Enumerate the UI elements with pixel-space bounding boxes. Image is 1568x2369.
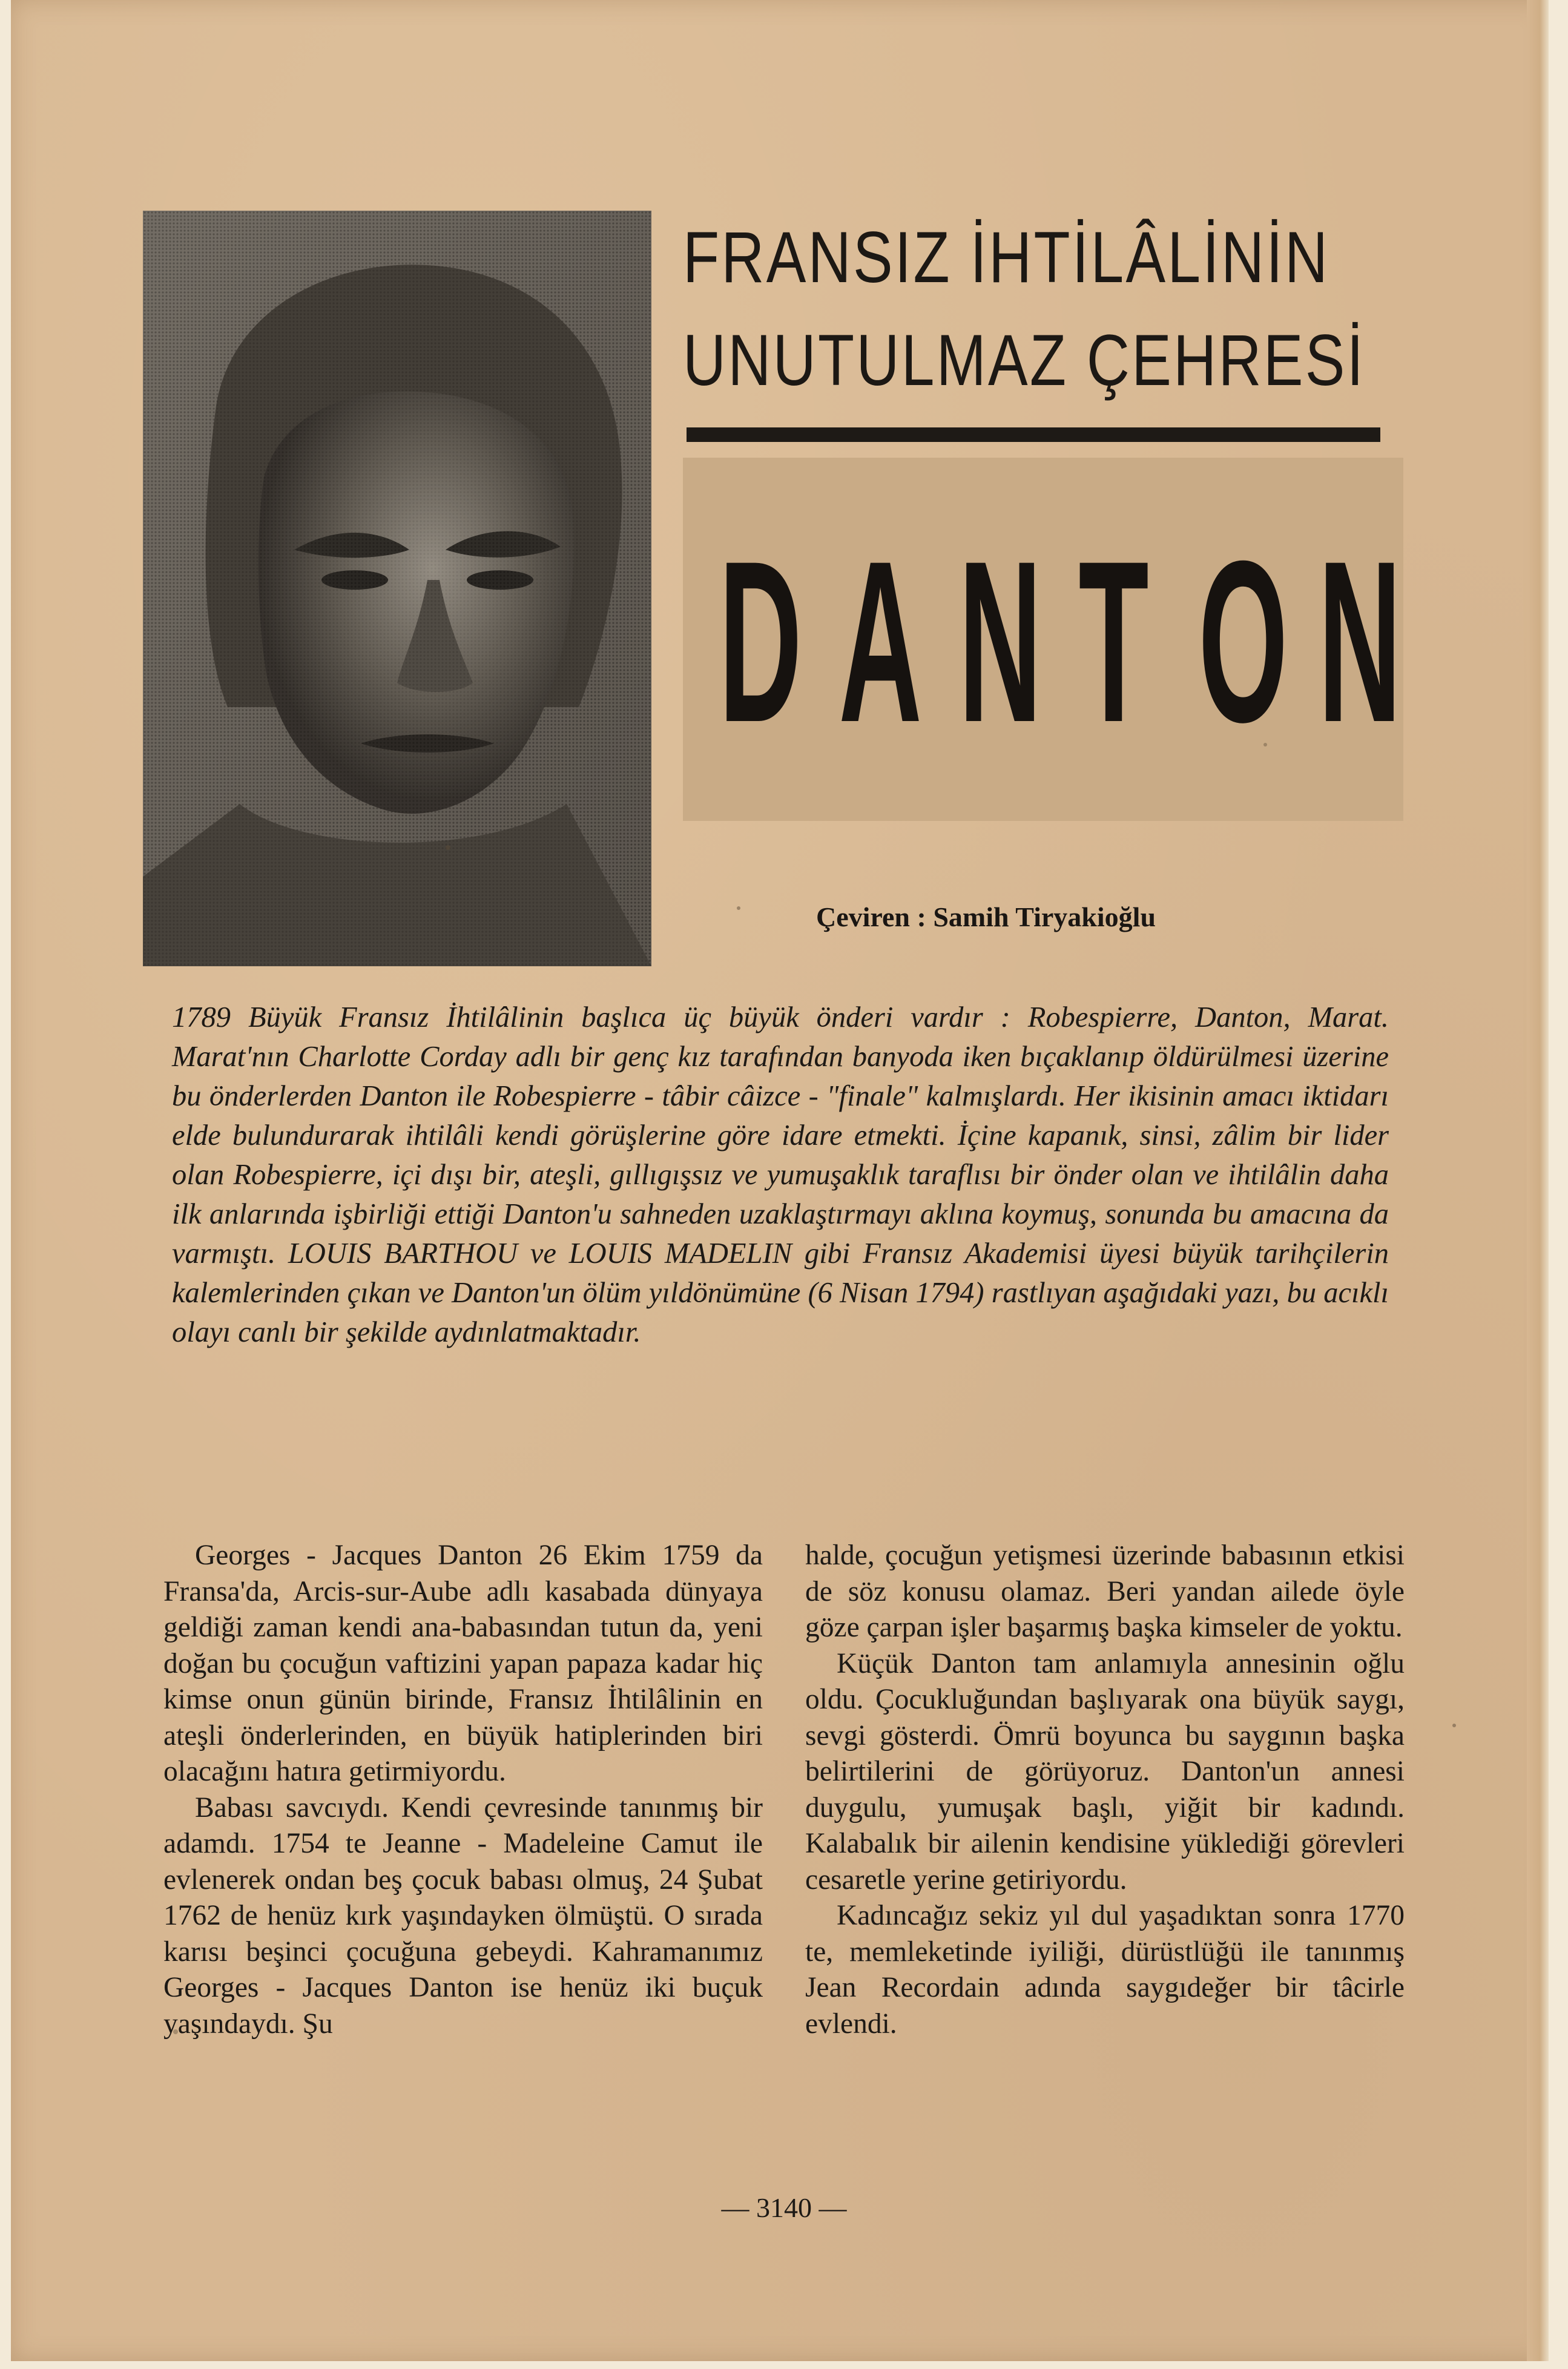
- name-letter: N: [958, 513, 1042, 770]
- title-line-2: UNUTULMAZ ÇEHRESİ: [683, 320, 1366, 401]
- title-line-1: FRANSIZ İHTİLÂLİNİN: [683, 217, 1330, 298]
- danton-portrait-image: [143, 211, 651, 966]
- name-letter: N: [1318, 513, 1402, 770]
- body-paragraph: Kadıncağız sekiz yıl dul yaşadıktan sonra 1770 te, memleketinde iyiliği, dürüstlüğü ile tanınmış Jean Recordain adında saygıdeğer bir tâcirle evlendi.: [805, 1900, 1405, 2040]
- body-paragraph: Küçük Danton tam anlamıyla annesinin oğlu oldu. Çocukluğundan başlıyarak ona büyük saygı, sevgi gösterdi. Ömrü boyunca bu saygının başka belirtilerini de görüyoruz. Danton'un annesi duygulu, yumuşak başlı, yiğit bir kadındı. Kalabalık bir ailenin kendisine yüklediği görevleri cesaretle yerine getiriyordu.: [805, 1647, 1405, 1896]
- name-letter: T: [1078, 513, 1149, 770]
- body-paragraph: Georges - Jacques Danton 26 Ekim 1759 da Fransa'da, Arcis-sur-Aube adlı kasabada dünyaya geldiği zaman kendi ana-babasından tutun da, yeni doğan bu çocuğun vaftizini yapan papaza kadar hiç kimse onun günün birinde, Fransız İhtilâlinin en ateşli önderlerinden, en büyük hatiplerinden biri olacağını hatıra getirmiyordu.: [163, 1540, 763, 1787]
- right-column: [805, 1538, 1405, 2161]
- name-letter: D: [719, 513, 802, 770]
- name-letter: O: [1198, 513, 1288, 770]
- left-column: [163, 1538, 763, 2161]
- article-title: [683, 206, 1366, 412]
- title-divider: [687, 427, 1380, 442]
- body-paragraph: Babası savcıydı. Kendi çevresinde tanınmış bir adamdı. 1754 te Jeanne - Madeleine Camut ile evlenerek ondan beş çocuk babası olmuş, 24 Şubat 1762 de henüz kırk yaşındayken ölmüştü. O sırada karısı beşinci çocuğuna gebeydi. Kahramanımız Georges - Jacques Danton ise henüz iki buçuk yaşındaydı. Şu: [163, 1791, 763, 2040]
- danton-large-name: [696, 509, 1402, 775]
- page-number: — 3140 —: [721, 2192, 847, 2223]
- body-columns: [163, 1538, 1405, 2161]
- name-letter: A: [838, 513, 922, 770]
- intro-paragraph: 1789 Büyük Fransız İhtilâlinin başlıca üç büyük önderi vardır : Robespierre, Danton, Marat. Marat'nın Charlotte Corday adlı bir genç kız tarafından banyoda iken bıçaklanıp öldürülmesi üzerine bu önderlerden Danton ile Robespierre - tâbir câizce - "finale" kalmışlardı. Her ikisinin amacı iktidarı elde bulundurarak ihtilâli kendi görüşlerine göre idare etmekti. İçine kapanık, sinsi, zâlim bir lider olan Robespierre, içi dışı bir, ateşli, gıllıgışsız ve yumuşaklık taraflısı bir önder olan ve ihtilâlin daha ilk anlarında işbirliği ettiği Danton'u sahneden uzaklaştırmayı aklına koymuş, sonunda bu amacına da varmıştı. LOUIS BARTHOU ve LOUIS MADELIN gibi Fransız Akademisi üyesi büyük tarihçilerin kalemlerinden çıkan ve Danton'un ölüm yıldönümüne (6 Nisan 1794) rastlıyan aşağıdaki yazı, bu acıklı olayı canlı bir şekilde aydınlatmaktadır.: [172, 1001, 1389, 1348]
- body-paragraph-continuation: halde, çocuğun yetişmesi üzerinde babasının etkisi de söz konusu olamaz. Beri yandan ailede öyle göze çarpan işler başarmış başka kimseler de yoktu.: [805, 1540, 1405, 1643]
- translator-credit: Çeviren : Samih Tiryakioğlu: [816, 901, 1156, 932]
- page-edge: [1527, 0, 1549, 2361]
